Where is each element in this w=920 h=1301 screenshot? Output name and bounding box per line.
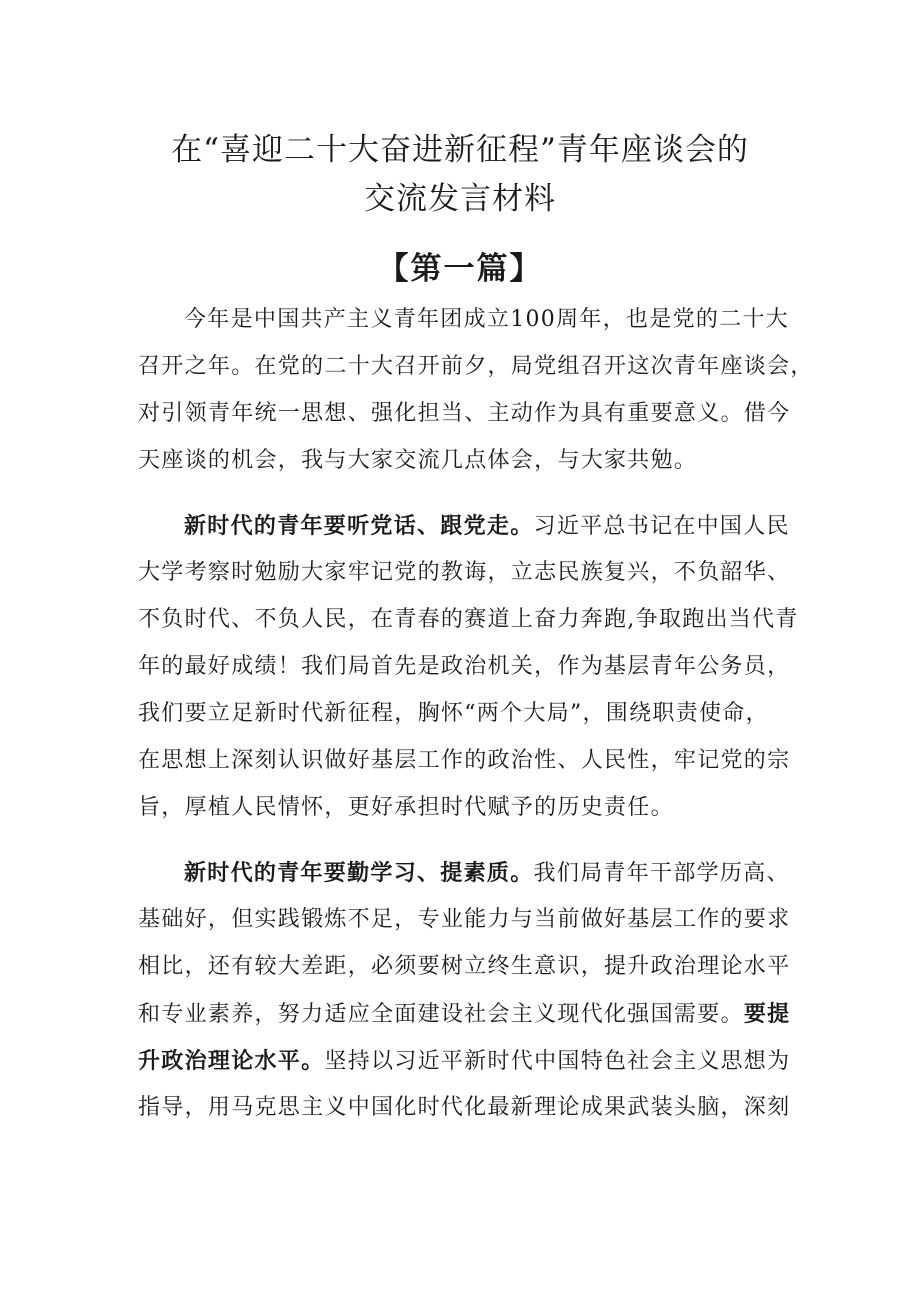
- paragraph-1-line-1: 今年是中国共产主义青年团成立100周年，也是党的二十大: [184, 307, 790, 332]
- paragraph-3-lead: 新时代的青年要勤学习、提素质。: [184, 860, 534, 886]
- paragraph-3-line-1-text: 我们局青年干部学历高、: [533, 861, 790, 886]
- paragraph-2-line-1-text: 习近平总书记在中国人民: [533, 514, 790, 539]
- paragraph-2-line-7: 旨，厚植人民情怀，更好承担时代赋予的历史责任。: [138, 795, 674, 820]
- paragraph-3-line-6: 指导，用马克思主义中国化时代化最新理论成果武装头脑，深刻: [138, 1095, 791, 1120]
- paragraph-3-line-1: [184, 856, 844, 891]
- document-title-line-1: 在“喜迎二十大奋进新征程”青年座谈会的: [171, 132, 749, 168]
- document-title-line-2: 交流发言材料: [364, 181, 556, 217]
- paragraph-3-line-4: [138, 997, 798, 1032]
- paragraph-2-line-4: 年的最好成绩！我们局首先是政治机关，作为基层青年公务员，: [138, 654, 791, 679]
- paragraph-2-line-6: 在思想上深刻认识做好基层工作的政治性、人民性，牢记党的宗: [138, 748, 791, 773]
- paragraph-2-line-3: 不负时代、不负人民，在青春的赛道上奋力奔跑,争取跑出当代青: [138, 607, 799, 632]
- paragraph-3-line-5: [138, 1044, 798, 1079]
- paragraph-2-line-1: [184, 509, 844, 544]
- paragraph-1-line-3: 对引领青年统一思想、强化担当、主动作为具有重要意义。借今: [138, 401, 791, 426]
- paragraph-1-line-4: 天座谈的机会，我与大家交流几点体会，与大家共勉。: [138, 448, 698, 473]
- paragraph-2-line-2: 大学考察时勉励大家牢记党的教诲，立志民族复兴，不负韶华、: [138, 560, 791, 585]
- paragraph-3-subheading-end: 升政治理论水平。: [138, 1048, 325, 1074]
- section-heading: 【第一篇】: [377, 251, 543, 287]
- paragraph-3-subheading-start: 要提: [743, 1001, 791, 1027]
- paragraph-3-line-3: 相比，还有较大差距，必须要树立终生意识，提升政治理论水平: [138, 954, 791, 979]
- paragraph-1-line-2: 召开之年。在党的二十大召开前夕，局党组召开这次青年座谈会，: [138, 354, 814, 379]
- paragraph-3-line-5-text: 坚持以习近平新时代中国特色社会主义思想为: [324, 1049, 791, 1074]
- paragraph-3-line-4-text: 和专业素养，努力适应全面建设社会主义现代化强国需要。: [138, 1002, 744, 1027]
- paragraph-2-lead: 新时代的青年要听党话、跟党走。: [184, 513, 534, 539]
- paragraph-2-line-5: 我们要立足新时代新征程，胸怀“两个大局”，围绕职责使命，: [138, 701, 769, 726]
- paragraph-3-line-2: 基础好，但实践锻炼不足，专业能力与当前做好基层工作的要求: [138, 907, 791, 932]
